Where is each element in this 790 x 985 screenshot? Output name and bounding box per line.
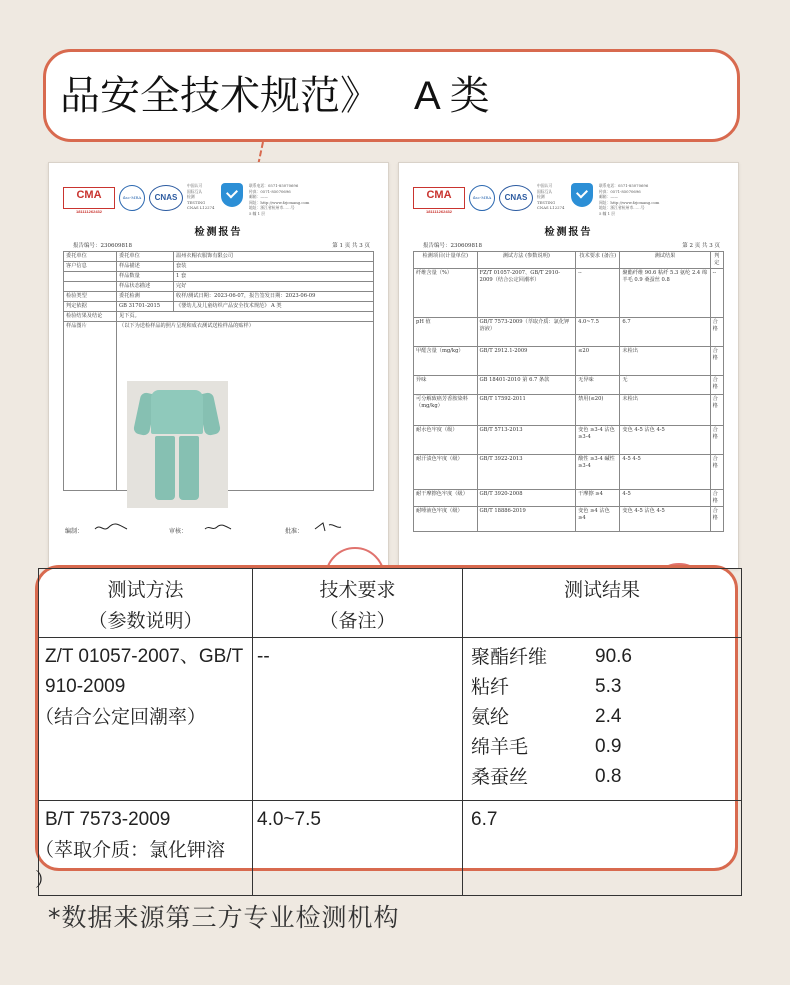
cma-logo: CMA 181111262432 — [63, 187, 115, 209]
table-cell: 可分解致癌芳香胺染料（mg/kg） — [414, 395, 478, 426]
table-cell: 《婴幼儿及儿童纺织产品安全技术规范》 A 类 — [174, 302, 374, 312]
table-cell: （以下为送检样品的照片呈现和成衣测试送检样品的贴样） — [117, 322, 374, 491]
method-cell — [35, 638, 253, 801]
fiber-value: 0.8 — [595, 766, 622, 787]
table-cell: GB/T 2912.1-2009 — [477, 347, 576, 376]
result-text: 6.7 — [471, 809, 498, 830]
table-row — [414, 455, 724, 490]
fiber-value: 5.3 — [595, 676, 622, 697]
table-row — [414, 347, 724, 376]
table-cell: 样品状态描述 — [117, 282, 174, 292]
table-cell: 甲醛含量（mg/kg） — [414, 347, 478, 376]
table-row — [64, 312, 374, 322]
table-cell: 样品数量 — [117, 272, 174, 282]
table-cell: 检验类型 — [64, 292, 117, 302]
table-cell: GB/T 7573-2009（萃取介质：氯化钾溶液） — [477, 318, 576, 347]
fiber-value: 0.9 — [595, 736, 622, 757]
table-cell: 未检出 — [620, 347, 710, 376]
report-number: 报告编号：230609818 — [73, 243, 132, 249]
table-cell: 合格 — [710, 347, 723, 376]
signature-compiled — [93, 523, 129, 533]
sample-pants — [179, 436, 199, 500]
table-header-cell: 测试结果 — [620, 252, 710, 269]
table-cell: FZ/T 01057-2007、GB/T 2910-2009（结合公定回潮率） — [477, 269, 576, 318]
requirement-cell — [253, 638, 463, 801]
table-cell: 干摩擦 ≥4 — [576, 490, 620, 507]
table-cell: 酸性 ≥3-4 碱性 ≥3-4 — [576, 455, 620, 490]
table-cell: 1 套 — [174, 272, 374, 282]
table-row — [414, 376, 724, 395]
table-row — [414, 318, 724, 347]
ilac-mra-logo: ilac-MRA — [119, 185, 145, 211]
cnas-logo: CNAS — [499, 185, 533, 211]
table-cell: 委托单位 — [64, 252, 117, 262]
table-cell: 耐干摩擦色牢度（级） — [414, 490, 478, 507]
table-cell: 样品描述 — [117, 262, 174, 272]
zoomed-results-table — [35, 565, 738, 891]
table-cell: 禁用(≤20) — [576, 395, 620, 426]
table-row — [64, 282, 374, 292]
table-cell: 见下页。 — [117, 312, 374, 322]
table-cell: 合格 — [710, 490, 723, 507]
table-cell: 4-5 — [620, 490, 710, 507]
lab-contact-info: 联系电话：0571-85070696 传真：0571-85070696 邮箱：—— 网址：http://www.fzjcmang.com 地址：浙江省杭州市……号 5 幢 1 层 — [599, 183, 660, 216]
header-line: 技术要求 — [319, 579, 396, 601]
table-cell: 合格 — [710, 318, 723, 347]
table-cell: pH 值 — [414, 318, 478, 347]
signature-label-approved: 批准： — [285, 528, 304, 535]
table-cell: GB 31701-2015 — [117, 302, 174, 312]
report-title: 检测报告 — [194, 227, 243, 238]
table-header-cell: 判定 — [710, 252, 723, 269]
header-line: 测试方法 — [107, 579, 184, 601]
table-cell: 变色 4-5 沾色 4-5 — [620, 426, 710, 455]
table-cell: 合格 — [710, 455, 723, 490]
lab-contact-info: 联系电话：0571-85070696 传真：0571-85070696 邮箱：—— 网址：http://www.fzjcmang.com 地址：浙江省杭州市……号 5 幢 1 层 — [249, 183, 310, 216]
data-source-footnote: *数据来源第三方专业检测机构 — [48, 903, 400, 932]
test-report-page-2 — [398, 162, 739, 569]
table-cell: 合格 — [710, 507, 723, 532]
table-cell: 无异味 — [576, 376, 620, 395]
table-row — [414, 426, 724, 455]
signature-approved — [313, 521, 343, 533]
table-cell: 温州衣帽衣服饰有限公司 — [174, 252, 374, 262]
table-cell: GB 18401-2010 第 6.7 条款 — [477, 376, 576, 395]
result-cell — [463, 801, 742, 896]
cert-logos — [413, 181, 724, 216]
fiber-list — [471, 642, 741, 792]
header-requirement — [253, 569, 463, 638]
table-cell: -- — [576, 269, 620, 318]
method-note: （萃取介质：氯化钾溶 — [35, 839, 226, 861]
table-cell: 耐唾液色牢度（级） — [414, 507, 478, 532]
list-item — [471, 702, 741, 732]
sample-pants — [155, 436, 175, 500]
list-item — [471, 732, 741, 762]
fiber-name: 绵羊毛 — [471, 736, 529, 758]
method-text: Z/T 01057-2007、GB/T — [45, 646, 244, 667]
table-row — [414, 269, 724, 318]
requirement-text: -- — [257, 646, 270, 667]
requirement-text: 4.0~7.5 — [257, 809, 321, 830]
table-cell: 样品图片 — [64, 322, 117, 491]
method-text: 910-2009 — [45, 676, 126, 697]
table-cell: 异味 — [414, 376, 478, 395]
table-cell: 4.0~7.5 — [576, 318, 620, 347]
fiber-name: 粘纤 — [471, 676, 510, 698]
fiber-name: 聚酯纤维 — [471, 646, 548, 668]
table-cell: 委托检测 — [117, 292, 174, 302]
test-report-page-1 — [48, 162, 389, 569]
ilac-mra-logo: ilac-MRA — [469, 185, 495, 211]
table-cell: 耐汗渍色牢度（级） — [414, 455, 478, 490]
table-header-cell: 技术要求 (备注) — [576, 252, 620, 269]
table-row — [64, 292, 374, 302]
table-cell: 收样/测试日期：2023-06-07，报告签发日期：2023-06-09 — [174, 292, 374, 302]
standard-name: 品安全技术规范》 — [60, 73, 380, 119]
table-cell: 变色 4-5 沾色 4-5 — [620, 507, 710, 532]
header-result — [463, 569, 742, 638]
table-row — [64, 262, 374, 272]
table-row — [414, 490, 724, 507]
fiber-name: 桑蚕丝 — [471, 766, 529, 788]
table-cell: 合格 — [710, 376, 723, 395]
table-header-cell: 测试方法 (参数说明) — [477, 252, 576, 269]
table-row — [64, 252, 374, 262]
header-line: （备注） — [319, 610, 396, 632]
table-cell: 变色 ≥3-4 沾色 ≥3-4 — [576, 426, 620, 455]
e-commerce-testing-shield-icon — [221, 183, 243, 207]
table-cell: 客户信息 — [64, 262, 117, 272]
fiber-value: 2.4 — [595, 706, 622, 727]
results-detail-table — [35, 568, 742, 896]
table-row — [64, 272, 374, 282]
method-note: ） — [35, 869, 55, 891]
test-results-table — [413, 251, 724, 532]
table-cell: 聚酯纤维 90.6 粘纤 5.3 氨纶 2.4 绵羊毛 0.9 桑蚕丝 0.8 — [620, 269, 710, 318]
method-cell — [35, 801, 253, 896]
table-cell: ≤20 — [576, 347, 620, 376]
table-cell: -- — [710, 269, 723, 318]
method-text: B/T 7573-2009 — [45, 809, 171, 830]
method-note: （结合公定回潮率） — [35, 706, 207, 728]
table-cell: 无 — [620, 376, 710, 395]
table-cell: 委托单位 — [117, 252, 174, 262]
table-header-row — [39, 569, 742, 638]
table-row-ph — [39, 801, 742, 896]
standard-callout — [43, 49, 740, 142]
fiber-name: 氨纶 — [471, 706, 510, 728]
table-cell: 合格 — [710, 426, 723, 455]
table-cell: 完好 — [174, 282, 374, 292]
table-row — [414, 507, 724, 532]
report-page-number: 第 1 页 共 3 页 — [332, 243, 370, 249]
cert-logos — [63, 181, 374, 216]
header-line: （参数说明） — [88, 610, 203, 632]
list-item — [471, 672, 741, 702]
list-item — [471, 762, 741, 792]
sample-top — [151, 390, 203, 434]
report-title: 检测报告 — [544, 227, 593, 238]
table-cell: 耐水色牢度（级） — [414, 426, 478, 455]
table-row — [414, 395, 724, 426]
table-row — [64, 302, 374, 312]
cma-logo: CMA 181111262432 — [413, 187, 465, 209]
table-cell — [64, 282, 117, 292]
table-cell: 6.7 — [620, 318, 710, 347]
sample-photo — [127, 381, 228, 508]
table-cell: GB/T 5713-2013 — [477, 426, 576, 455]
table-cell: 纤维含量（%） — [414, 269, 478, 318]
table-cell: 合格 — [710, 395, 723, 426]
table-cell: 变色 ≥4 沾色 ≥4 — [576, 507, 620, 532]
signature-reviewed — [203, 523, 233, 533]
fiber-value: 90.6 — [595, 646, 632, 667]
cnas-logo: CNAS — [149, 185, 183, 211]
table-cell: GB/T 3920-2008 — [477, 490, 576, 507]
table-cell: GB/T 3922-2013 — [477, 455, 576, 490]
standard-callout-text — [60, 70, 490, 122]
table-cell: GB/T 17592-2011 — [477, 395, 576, 426]
table-cell: 未检出 — [620, 395, 710, 426]
table-row-fiber-content — [39, 638, 742, 801]
signature-label-reviewed: 审核： — [169, 528, 188, 535]
requirement-cell — [253, 801, 463, 896]
report-number: 报告编号：230609818 — [423, 243, 482, 249]
signature-label-compiled: 编制： — [65, 528, 84, 535]
safety-grade: A 类 — [414, 74, 490, 118]
list-item — [471, 642, 741, 672]
table-cell: 判定依据 — [64, 302, 117, 312]
table-header-cell: 检测项目(计量单位) — [414, 252, 478, 269]
result-cell — [463, 638, 742, 801]
e-commerce-testing-shield-icon — [571, 183, 593, 207]
header-test-method — [39, 569, 253, 638]
header-line: 测试结果 — [563, 579, 640, 601]
report-page-number: 第 2 页 共 3 页 — [682, 243, 720, 249]
table-cell — [64, 272, 117, 282]
table-cell: 4-5 4-5 — [620, 455, 710, 490]
table-cell: 检验结果及结论 — [64, 312, 117, 322]
table-cell: GB/T 18886-2019 — [477, 507, 576, 532]
table-header-row — [414, 252, 724, 269]
table-cell: 套装 — [174, 262, 374, 272]
cert-logo-caption: 中国认可 国际互认 检测 TESTING CNAS L12274 — [537, 183, 565, 210]
cert-logo-caption: 中国认可 国际互认 检测 TESTING CNAS L12274 — [187, 183, 215, 210]
